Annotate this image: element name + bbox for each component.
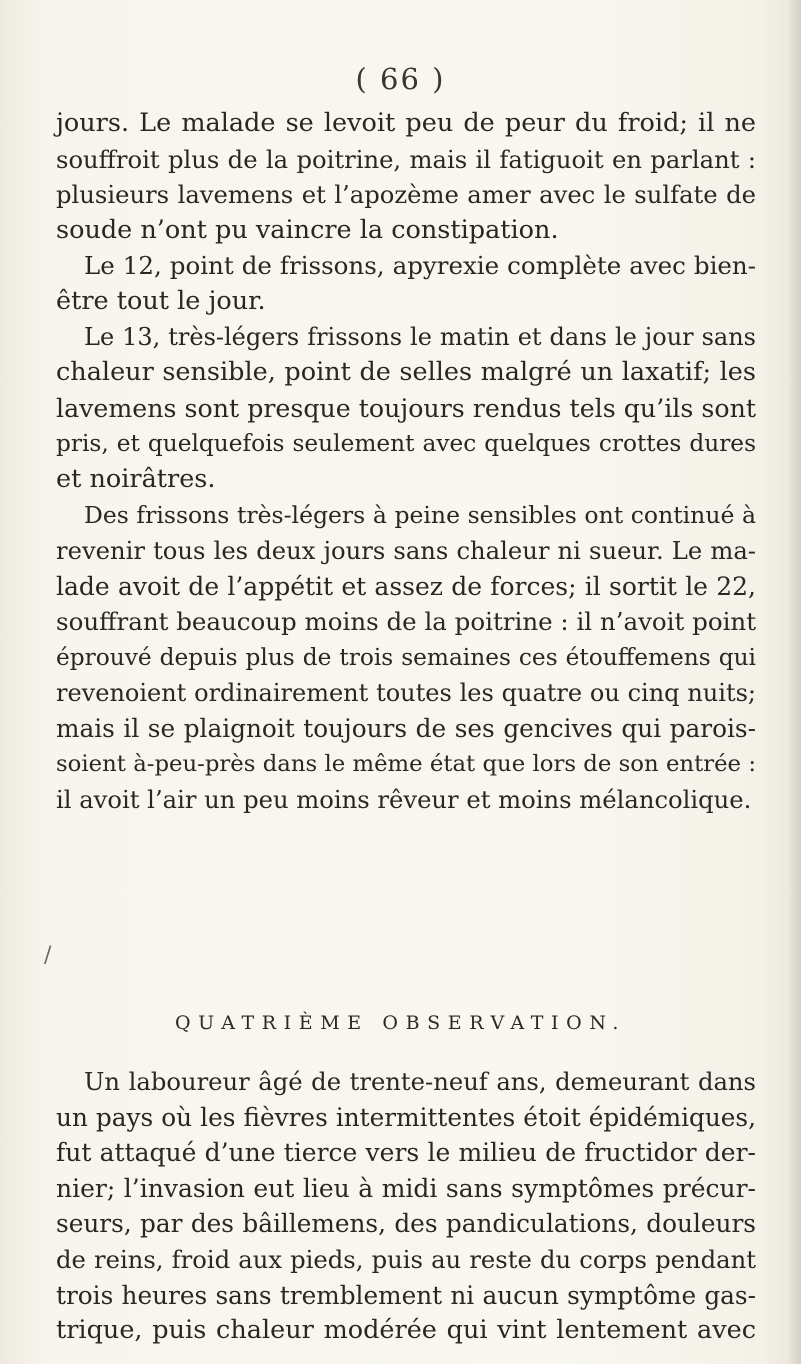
body-text-lower	[56, 1064, 756, 1349]
text-line: Un laboureur âgé de trente-neuf ans, demeurant dans	[84, 1067, 756, 1096]
text-line: mais il se plaignoit toujours de ses gencives qui parois-	[56, 714, 756, 744]
paragraph-jours	[56, 106, 756, 248]
text-line: Le 13, très-légers frissons le matin et dans le jour sans	[84, 322, 756, 351]
paragraph-le-12	[56, 248, 756, 319]
paragraph-des-frissons	[56, 498, 756, 818]
text-line: trique, puis chaleur modérée qui vint lentement avec	[56, 1315, 756, 1346]
text-line: nier; l’invasion eut lieu à midi sans symptômes précur-	[56, 1173, 756, 1203]
text-line: Le 12, point de frissons, apyrexie complète avec bien-	[84, 251, 756, 281]
text-line: fut attaqué d’une tierce vers le milieu de fructidor der-	[56, 1138, 756, 1168]
margin-pencil-mark: /	[44, 943, 52, 968]
paragraph-le-13	[56, 320, 756, 498]
text-line: éprouvé depuis plus de trois semaines ces étouffemens qui	[56, 643, 756, 671]
section-heading: QUATRIÈME OBSERVATION.	[175, 1012, 626, 1034]
text-line: plusieurs lavemens et l’apozème amer avec le sulfate de	[56, 180, 756, 210]
text-line: revenoient ordinairement toutes les quatre ou cinq nuits;	[56, 678, 756, 707]
text-line: Des frissons très-légers à peine sensibles ont continué à	[84, 500, 756, 529]
text-line: jours. Le malade se levoit peu de peur du froid; il ne	[56, 108, 756, 138]
paragraph-un-laboureur	[56, 1064, 756, 1349]
page-edge-shadow	[787, 0, 801, 1364]
text-line: et noirâtres.	[56, 463, 216, 494]
text-line: trois heures sans tremblement ni aucun symptôme gas-	[56, 1280, 756, 1310]
text-line: revenir tous les deux jours sans chaleur ni sueur. Le ma-	[56, 536, 756, 566]
text-line: souffroit plus de la poitrine, mais il fatiguoit en parlant :	[56, 144, 756, 174]
page-number: ( 66 )	[355, 62, 446, 96]
text-line: lade avoit de l’appétit et assez de forces; il sortit le 22,	[56, 571, 756, 601]
text-line: chaleur sensible, point de selles malgré un laxatif; les	[56, 357, 756, 388]
text-line: soude n’ont pu vaincre la constipation.	[56, 214, 559, 245]
text-line: de reins, froid aux pieds, puis au reste du corps pendant	[56, 1244, 756, 1274]
text-line: lavemens sont presque toujours rendus tels qu’ils sont	[56, 393, 756, 423]
text-line: il avoit l’air un peu moins rêveur et moins mélancolique.	[56, 785, 752, 815]
text-line: soient à-peu-près dans le même état que lors de son entrée :	[56, 750, 756, 777]
text-line: être tout le jour.	[56, 285, 266, 316]
text-line: pris, et quelquefois seulement avec quelques crottes dures	[56, 430, 756, 458]
text-line: un pays où les fièvres intermittentes étoit épidémiques,	[56, 1102, 756, 1132]
text-line: seurs, par des bâillemens, des pandiculations, douleurs	[56, 1209, 756, 1239]
body-text-upper	[56, 106, 756, 818]
text-line: souffrant beaucoup moins de la poitrine : il n’avoit point	[56, 607, 757, 637]
